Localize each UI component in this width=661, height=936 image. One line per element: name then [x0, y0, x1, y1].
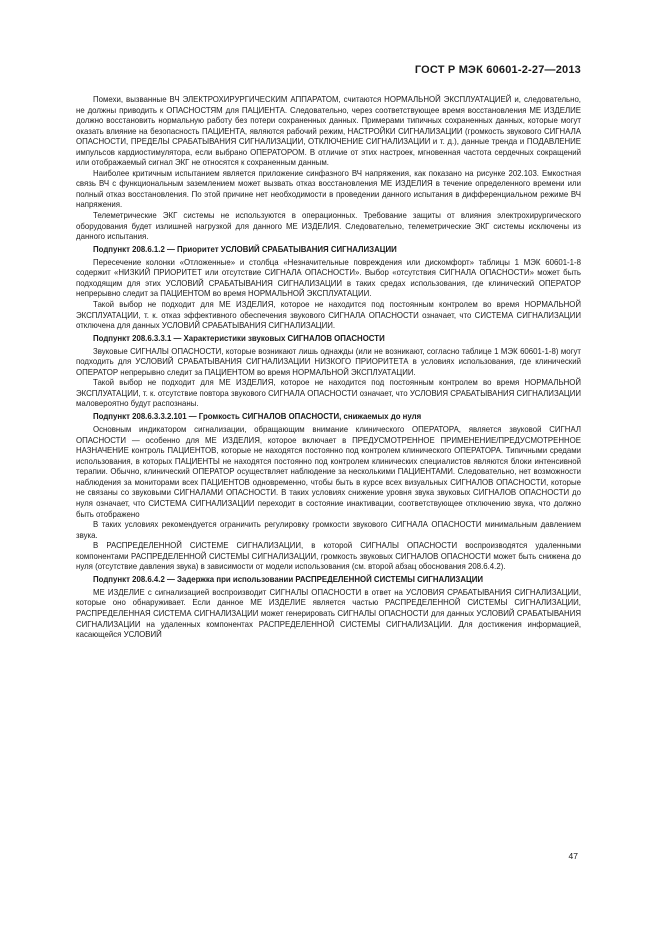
paragraph: Помехи, вызванные ВЧ ЭЛЕКТРОХИРУРГИЧЕСКИМ АППАРАТОМ, считаются НОРМАЛЬНОЙ ЭКСПЛУАТАЦИЕЙ и, следовательно, не должны приводить к ОПАСНОСТЯМ для ПАЦИЕНТА. Следовательно, через соответствующее время восстановления МЕ ИЗДЕЛИЕ должно восстановить нормальную работу без потери сохраненных данных. Примерами типичных сохраненных данных, которые могут оказать влияние на безопасность ПАЦИЕНТА, являются рабочий режим, НАСТРОЙКИ СИГНАЛИЗАЦИИ (громкость звукового СИГНАЛА ОПАСНОСТИ, ПРЕДЕЛЫ СРАБАТЫВАНИЯ СИГНАЛИЗАЦИИ, ОТКЛЮЧЕНИЕ СИГНАЛИЗАЦИИ и т. д.), данные тренда и ПОДАВЛЕНИЕ импульсов кардиостимулятора, если выбрано ОПЕРАТОРОМ. В отличие от этих настроек, мгновенная частота сердечных сокращений или отображаемый сигнал ЭКГ не относятся к сохраненным данным.: [76, 95, 581, 168]
paragraph: МЕ ИЗДЕЛИЕ с сигнализацией воспроизводит СИГНАЛЫ ОПАСНОСТИ в ответ на УСЛОВИЯ СРАБАТЫВАНИЯ СИГНАЛИЗАЦИИ, которые оно обнаруживает. Если данное МЕ ИЗДЕЛИЕ является частью РАСПРЕДЕЛЕННОЙ СИСТЕМЫ СИГНАЛИЗАЦИИ, РАСПРЕДЕЛЕННАЯ СИСТЕМА СИГНАЛИЗАЦИИ может генерировать СИГНАЛЫ ОПАСНОСТИ для данных УСЛОВИЙ СРАБАТЫВАНИЯ СИГНАЛИЗАЦИИ на удаленных компонентах РАСПРЕДЕЛЕННОЙ СИСТЕМЫ СИГНАЛИЗАЦИИ. Для достижения информацией, касающейся УСЛОВИЙ: [76, 587, 581, 640]
section-heading: Подпункт 208.6.1.2 — Приоритет УСЛОВИЙ СРАБАТЫВАНИЯ СИГНАЛИЗАЦИИ: [93, 245, 397, 255]
paragraph: Основным индикатором сигнализации, обращающим внимание клинического ОПЕРАТОРА, является звуковой СИГНАЛ ОПАСНОСТИ — особенно для МЕ ИЗДЕЛИЯ, которое включает в ПРЕДУСМОТРЕННОЕ ПРИМЕНЕНИЕ/ПРЕДУСМОТРЕННОЕ НАЗНАЧЕНИЕ контроль ПАЦИЕНТОВ, которые не находятся постоянно под контролем клинического ОПЕРАТОРА. Типичными средами использования, в которых ПАЦИЕНТЫ не находятся постоянно под контролем клинических специалистов являются блоки интенсивной терапии. Обычно, клинический ОПЕРАТОР осуществляет наблюдение за несколькими ПАЦИЕНТАМИ. Следовательно, нет возможности наблюдения за мониторами всех ПАЦИЕНТОВ одновременно, чтобы быть в курсе всех визуальных СИГНАЛОВ ОПАСНОСТИ, которые не связаны со звуковыми СИГНАЛАМИ ОПАСНОСТИ. В таких условиях снижение уровня звука звуковых СИГНАЛОВ ОПАСНОСТИ до нуля означает, что СИСТЕМА СИГНАЛИЗАЦИИ переходит в состояние инактивации, соответствующее отключению звука, что должно быть отображено: [76, 425, 581, 519]
section-heading: Подпункт 208.6.3.3.1 — Характеристики звуковых СИГНАЛОВ ОПАСНОСТИ: [93, 334, 385, 343]
document-body: [76, 95, 581, 641]
paragraph: Телеметрические ЭКГ системы не используются в операционных. Требование защиты от влияния электрохирургического оборудования будет излишней нагрузкой для данного МЕ ИЗДЕЛИЯ. Следовательно, телеметрические ЭКГ системы исключены из данного испытания.: [76, 211, 581, 242]
paragraph: Звуковые СИГНАЛЫ ОПАСНОСТИ, которые возникают лишь однажды (или не возникают, согласно таблице 1 МЭК 60601-1-8) могут подходить для УСЛОВИЙ СРАБАТЫВАНИЯ СИГНАЛИЗАЦИИ НИЗКОГО ПРИОРИТЕТА в условиях использования, где клинический ОПЕРАТОР непрерывно следит за ПАЦИЕНТОМ во время НОРМАЛЬНОЙ ЭКСПЛУАТАЦИИ.: [76, 346, 581, 377]
paragraph: Такой выбор не подходит для МЕ ИЗДЕЛИЯ, которое не находится под постоянным контролем во время НОРМАЛЬНОЙ ЭКСПЛУАТАЦИИ, т. к. отказ эффективного обеспечения звукового СИГНАЛА ОПАСНОСТИ означает, что СИСТЕМА СИГНАЛИЗАЦИИ отключена для данных УСЛОВИЙ СРАБАТЫВАНИЯ СИГНАЛИЗАЦИИ.: [76, 299, 581, 331]
paragraph: Пересечение колонки «Отложенные» и столбца «Незначительные повреждения или дискомфорт» таблицы 1 МЭК 60601-1-8 содержит «НИЗКИЙ ПРИОРИТЕТ или отсутствие СИГНАЛА ОПАСНОСТИ». Выбор «отсутствия СИГНАЛА ОПАСНОСТИ» может быть подходящим для этих УСЛОВИЙ СРАБАТЫВАНИЯ СИГНАЛИЗАЦИИ в таких средах использования, где клинический ОПЕРАТОР непрерывно следит за ПАЦИЕНТОМ во время НОРМАЛЬНОЙ ЭКСПЛУАТАЦИИ.: [76, 257, 581, 299]
section-heading: Подпункт 208.6.3.3.2.101 — Громкость СИГНАЛОВ ОПАСНОСТИ, снижаемых до нуля: [93, 412, 422, 422]
paragraph: Наиболее критичным испытанием является приложение синфазного ВЧ напряжения, как показано на рисунке 202.103. Емкостная связь ВЧ с функциональным заземлением может вызвать отказ восстановления МЕ ИЗДЕЛИЯ в течение определенного времени или полный отказ восстановления. По этой причине нет необходимости в проведении данного испытания в дифференциальном режиме ВЧ напряжения.: [76, 168, 581, 210]
section-heading: Подпункт 208.6.4.2 — Задержка при использовании РАСПРЕДЕЛЕННОЙ СИСТЕМЫ СИГНАЛИЗАЦИИ: [93, 575, 483, 585]
paragraph: Такой выбор не подходит для МЕ ИЗДЕЛИЯ, которое не находится под постоянным контролем во время НОРМАЛЬНОЙ ЭКСПЛУАТАЦИИ, т. к. отсутствие повтора звукового СИГНАЛА ОПАСНОСТИ означает, что УСЛОВИЯ СРАБАТЫВАНИЯ СИГНАЛИЗАЦИИ маловероятно будут распознаны.: [76, 378, 581, 409]
paragraph: В РАСПРЕДЕЛЕННОЙ СИСТЕМЕ СИГНАЛИЗАЦИИ, в которой СИГНАЛЫ ОПАСНОСТИ воспроизводятся удаленными компонентами РАСПРЕДЕЛЕННОЙ СИСТЕМЫ СИГНАЛИЗАЦИИ, громкость звуковых СИГНАЛОВ ОПАСНОСТИ может быть снижена до нуля (отсутствие давления звука) в зависимости от модели использования (см. второй абзац обоснования 208.6.4.2).: [76, 541, 581, 572]
document-header-id: ГОСТ Р МЭК 60601-2-27—2013: [414, 64, 581, 76]
page-number: 47: [568, 851, 578, 861]
paragraph: В таких условиях рекомендуется ограничить регулировку громкости звукового СИГНАЛА ОПАСНОСТИ минимальным давлением звука.: [76, 520, 581, 540]
